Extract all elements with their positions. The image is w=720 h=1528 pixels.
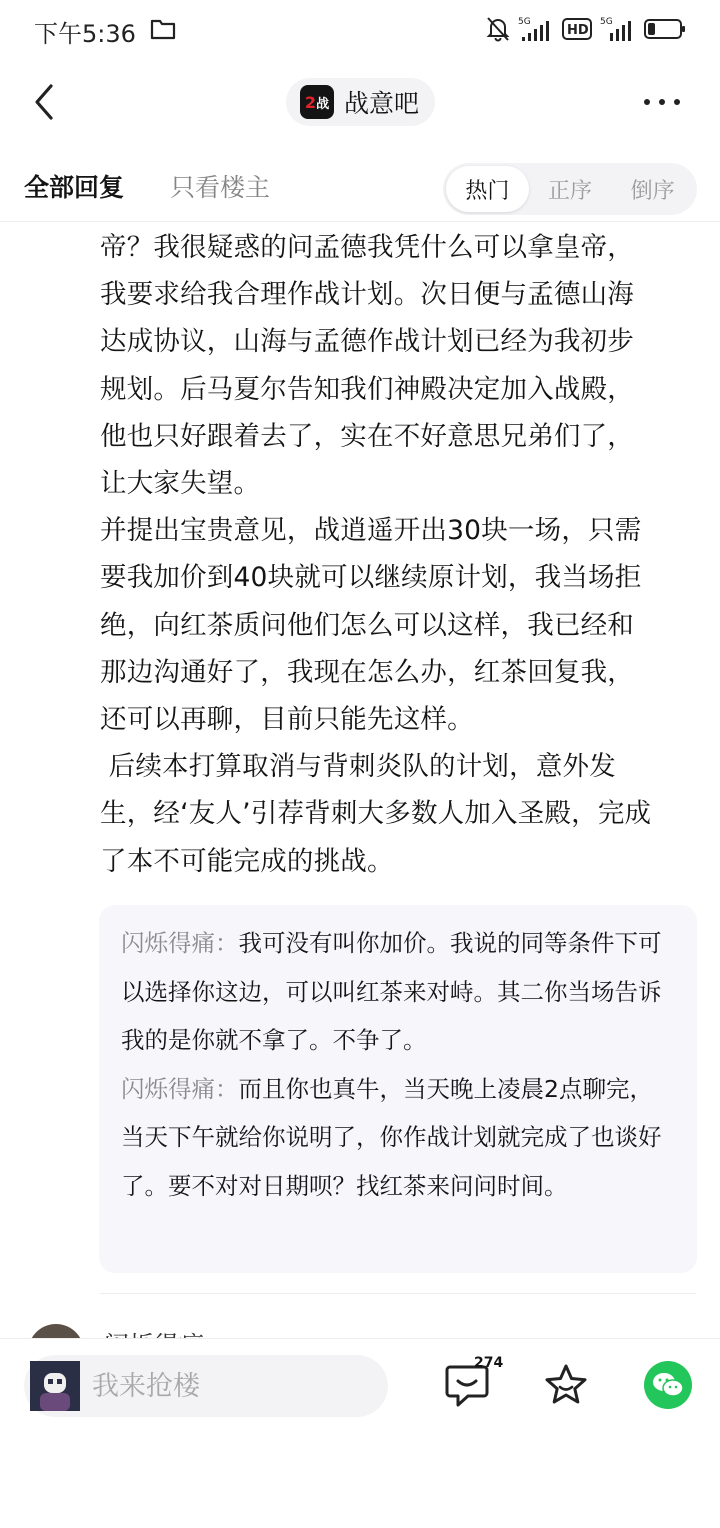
forum-entry-button[interactable] <box>286 78 435 126</box>
sub-reply <box>121 1065 675 1211</box>
nav-bar <box>0 70 720 134</box>
forum-name: 战意吧 <box>344 89 420 118</box>
wechat-icon <box>652 1371 684 1399</box>
sort-hot[interactable]: 热门 <box>446 166 529 212</box>
wechat-share-button[interactable] <box>644 1361 692 1409</box>
sort-descending[interactable]: 倒序 <box>630 178 675 204</box>
reply-divider <box>100 1293 696 1294</box>
more-dot-icon <box>674 99 680 105</box>
sub-reply-list[interactable] <box>99 905 697 1273</box>
forum-logo-mark: 2 <box>304 92 317 112</box>
comment-count: 274 <box>474 1355 504 1371</box>
signal-5g-icon <box>518 15 554 43</box>
signal-5g-icon-2 <box>600 15 636 43</box>
hd-icon <box>562 17 592 41</box>
sub-reply-text: 而且你也真牛，当天晚上凌晨2点聊完，当天下午就给你说明了，你作战计划就完成了也谈好了。要不对对日期呗？找红茶来问问时间。 <box>121 1074 662 1200</box>
reply-input-pill[interactable] <box>24 1355 388 1417</box>
svg-text:5G: 5G <box>600 17 613 27</box>
sub-reply <box>121 919 675 1065</box>
reply-filter-bar <box>0 160 720 222</box>
sub-reply-text: 我可没有叫你加价。我说的同等条件下可以选择你这边，可以叫红茶来对峙。其二你当场告诉我的是你就不拿了。不争了。 <box>121 929 662 1054</box>
forum-logo <box>300 85 334 119</box>
svg-text:HD: HD <box>567 23 589 38</box>
mute-bell-icon <box>486 16 510 42</box>
status-bar <box>0 0 720 60</box>
chevron-left-icon <box>33 84 55 120</box>
bottom-action-bar <box>0 1338 720 1528</box>
post-content: 帝？我很疑惑的问孟德我凭什么可以拿皇帝， 我要求给我合理作战计划。次日便与孟德山海 达成协议，山海与孟德作战计划已经为我初步 规划。后马夏尔告知我们神殿决定加入战殿， 他也只好跟着去了，实在不好意思兄弟们了， 让大家失望。 并提出宝贵意见，战逍遥开出30块一场，只需 要我加价到40块就可以继续原计划，我当场拒 绝，向红茶质问他们怎么可以这样，我已经和 那边沟通好了，我现在怎么办，红茶回复我， 还可以再聊，目前只能先这样。 后续本打算取消与背刺炎队的计划，意外发 生，经‘友人’引荐背刺大多数人加入圣殿，完成 了本不可能完成的挑战。 <box>100 232 652 877</box>
more-options-button[interactable] <box>644 94 684 110</box>
next-reply-preview[interactable] <box>0 1320 720 1338</box>
tab-owner-only[interactable]: 只看楼主 <box>170 173 271 202</box>
sort-ascending[interactable]: 正序 <box>548 178 593 204</box>
sub-reply-author[interactable]: 闪烁得痛： <box>121 1074 239 1103</box>
folder-icon <box>150 18 176 40</box>
status-time: 下午5:36 <box>34 20 136 48</box>
tab-all-replies[interactable]: 全部回复 <box>24 173 125 202</box>
more-dot-icon <box>644 99 650 105</box>
status-icons <box>486 14 686 44</box>
sort-toggle <box>443 163 697 215</box>
avatar <box>30 1361 80 1411</box>
sub-reply-author[interactable]: 闪烁得痛： <box>121 929 239 957</box>
star-icon[interactable] <box>544 1363 588 1407</box>
back-button[interactable] <box>22 76 66 128</box>
user-avatar-icon <box>30 1361 80 1411</box>
more-dot-icon <box>659 99 665 105</box>
battery-icon <box>644 17 686 41</box>
svg-text:5G: 5G <box>518 17 531 27</box>
forum-logo-text: 战 <box>316 96 330 112</box>
reply-input[interactable] <box>92 1355 372 1417</box>
